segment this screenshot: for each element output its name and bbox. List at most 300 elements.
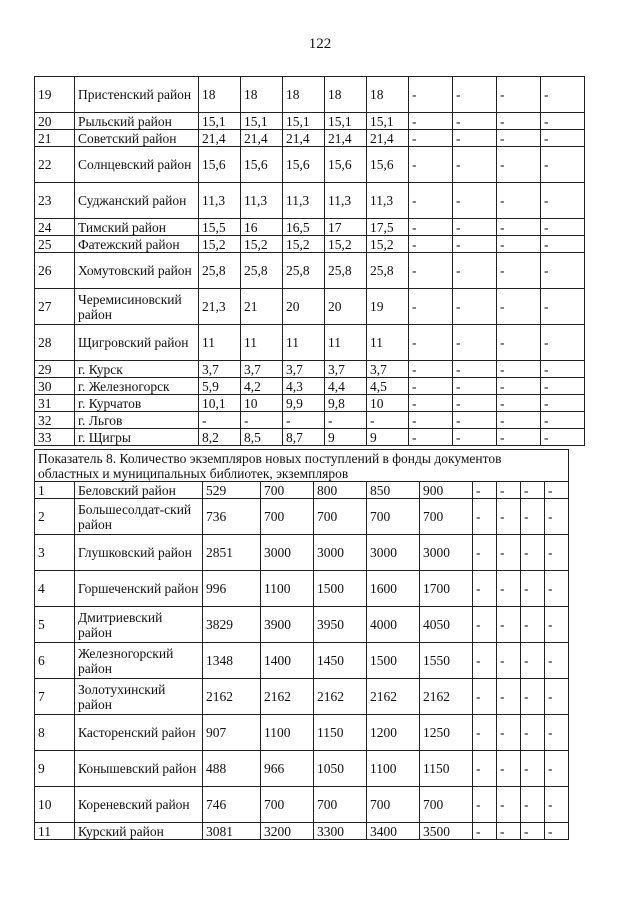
value-cell: 900 [420, 482, 473, 499]
value-cell: - [545, 715, 569, 751]
indicator-7-row [35, 378, 585, 395]
value-cell: 16 [241, 219, 283, 236]
value-cell: - [545, 679, 569, 715]
value-cell: - [453, 395, 497, 412]
value-cell: - [545, 643, 569, 679]
value-cell: - [409, 361, 453, 378]
value-cell: 700 [314, 499, 367, 535]
value-cell: - [545, 571, 569, 607]
district-name: г. Льгов [75, 412, 199, 429]
value-cell: - [521, 482, 545, 499]
value-cell: - [541, 289, 585, 325]
district-name: Щигровский район [75, 325, 199, 361]
value-cell: 800 [314, 482, 367, 499]
row-number: 32 [35, 412, 75, 429]
value-cell: 1100 [367, 751, 420, 787]
value-cell: 8,2 [199, 429, 241, 446]
value-cell: - [545, 535, 569, 571]
value-cell: - [453, 130, 497, 147]
value-cell: - [409, 289, 453, 325]
row-number: 10 [35, 787, 75, 823]
value-cell: - [409, 429, 453, 446]
value-cell: 15,2 [367, 236, 409, 253]
value-cell: - [367, 412, 409, 429]
indicator-7-row [35, 183, 585, 219]
value-cell: 3,7 [367, 361, 409, 378]
value-cell: 15,1 [241, 113, 283, 130]
value-cell: 2162 [367, 679, 420, 715]
value-cell: 21,4 [325, 130, 367, 147]
indicator-8-row [35, 571, 569, 607]
value-cell: 20 [325, 289, 367, 325]
value-cell: - [453, 325, 497, 361]
value-cell: - [409, 412, 453, 429]
value-cell: 10 [241, 395, 283, 412]
value-cell: 2162 [261, 679, 314, 715]
district-name: Кореневский район [75, 787, 203, 823]
value-cell: 3000 [261, 535, 314, 571]
value-cell: - [541, 325, 585, 361]
value-cell: 2162 [314, 679, 367, 715]
value-cell: 19 [367, 289, 409, 325]
value-cell: 11 [325, 325, 367, 361]
value-cell: - [497, 535, 521, 571]
value-cell: 3200 [261, 823, 314, 840]
value-cell: 9,8 [325, 395, 367, 412]
value-cell: - [409, 113, 453, 130]
indicator-8-row [35, 823, 569, 840]
value-cell: 3,7 [325, 361, 367, 378]
value-cell: - [473, 679, 497, 715]
value-cell: 15,1 [325, 113, 367, 130]
value-cell: - [541, 130, 585, 147]
indicator-8-row [35, 607, 569, 643]
value-cell: 11 [283, 325, 325, 361]
value-cell: 11,3 [283, 183, 325, 219]
row-number: 23 [35, 183, 75, 219]
value-cell: - [497, 823, 521, 840]
value-cell: 2162 [203, 679, 261, 715]
value-cell: - [497, 751, 521, 787]
district-name: Рыльский район [75, 113, 199, 130]
indicator-8-row [35, 643, 569, 679]
value-cell: 3400 [367, 823, 420, 840]
value-cell: - [409, 219, 453, 236]
value-cell: - [453, 236, 497, 253]
value-cell: 700 [420, 499, 473, 535]
indicator-7-row [35, 253, 585, 289]
value-cell: - [497, 130, 541, 147]
district-name: Железногорский район [75, 643, 203, 679]
value-cell: 736 [203, 499, 261, 535]
row-number: 9 [35, 751, 75, 787]
value-cell: 15,1 [283, 113, 325, 130]
row-number: 11 [35, 823, 75, 840]
row-number: 31 [35, 395, 75, 412]
district-name: Хомутовский район [75, 253, 199, 289]
indicator-7-row [35, 412, 585, 429]
value-cell: - [409, 253, 453, 289]
value-cell: 1600 [367, 571, 420, 607]
value-cell: 3000 [314, 535, 367, 571]
district-name: Солнцевский район [75, 147, 199, 183]
value-cell: 3829 [203, 607, 261, 643]
value-cell: 1150 [314, 715, 367, 751]
value-cell: - [497, 113, 541, 130]
value-cell: 15,2 [325, 236, 367, 253]
indicator-7-row [35, 395, 585, 412]
value-cell: - [541, 113, 585, 130]
value-cell: - [453, 412, 497, 429]
value-cell: 18 [283, 77, 325, 113]
row-number: 1 [35, 482, 75, 499]
value-cell: - [453, 361, 497, 378]
value-cell: 15,2 [283, 236, 325, 253]
value-cell: - [473, 751, 497, 787]
indicator-7-row [35, 147, 585, 183]
value-cell: 996 [203, 571, 261, 607]
value-cell: - [497, 289, 541, 325]
row-number: 7 [35, 679, 75, 715]
value-cell: 25,8 [283, 253, 325, 289]
indicator-8-header-row [35, 450, 569, 482]
value-cell: 700 [367, 787, 420, 823]
value-cell: 25,8 [241, 253, 283, 289]
district-name: г. Щигры [75, 429, 199, 446]
value-cell: - [473, 715, 497, 751]
value-cell: - [241, 412, 283, 429]
value-cell: - [473, 499, 497, 535]
value-cell: 488 [203, 751, 261, 787]
value-cell: 3300 [314, 823, 367, 840]
value-cell: 3,7 [241, 361, 283, 378]
value-cell: - [497, 499, 521, 535]
indicator-8-row [35, 679, 569, 715]
district-name: Советский район [75, 130, 199, 147]
value-cell: - [545, 499, 569, 535]
value-cell: 11,3 [241, 183, 283, 219]
row-number: 33 [35, 429, 75, 446]
indicator-8-row [35, 715, 569, 751]
value-cell: 3500 [420, 823, 473, 840]
row-number: 21 [35, 130, 75, 147]
value-cell: - [453, 113, 497, 130]
value-cell: 3,7 [283, 361, 325, 378]
value-cell: - [409, 147, 453, 183]
value-cell: - [409, 378, 453, 395]
value-cell: 15,6 [241, 147, 283, 183]
value-cell: 3,7 [199, 361, 241, 378]
value-cell: - [199, 412, 241, 429]
value-cell: - [497, 378, 541, 395]
row-number: 28 [35, 325, 75, 361]
value-cell: 4000 [367, 607, 420, 643]
value-cell: - [453, 429, 497, 446]
value-cell: - [541, 183, 585, 219]
value-cell: 1500 [367, 643, 420, 679]
value-cell: - [541, 147, 585, 183]
value-cell: 1200 [367, 715, 420, 751]
value-cell: - [409, 130, 453, 147]
row-number: 8 [35, 715, 75, 751]
value-cell: - [497, 715, 521, 751]
value-cell: 8,5 [241, 429, 283, 446]
value-cell: - [541, 219, 585, 236]
value-cell: 2851 [203, 535, 261, 571]
row-number: 24 [35, 219, 75, 236]
value-cell: 3950 [314, 607, 367, 643]
value-cell: 3000 [367, 535, 420, 571]
value-cell: - [497, 147, 541, 183]
value-cell: 20 [283, 289, 325, 325]
value-cell: - [453, 77, 497, 113]
district-name: г. Железногорск [75, 378, 199, 395]
indicator-8-table [34, 449, 569, 840]
value-cell: - [541, 236, 585, 253]
value-cell: - [497, 679, 521, 715]
value-cell: - [545, 787, 569, 823]
value-cell: 25,8 [325, 253, 367, 289]
indicator-7-row [35, 77, 585, 113]
value-cell: - [497, 787, 521, 823]
row-number: 29 [35, 361, 75, 378]
value-cell: 11 [367, 325, 409, 361]
value-cell: - [541, 378, 585, 395]
value-cell: 1400 [261, 643, 314, 679]
indicator-7-row [35, 361, 585, 378]
row-number: 4 [35, 571, 75, 607]
value-cell: 18 [199, 77, 241, 113]
value-cell: - [497, 607, 521, 643]
value-cell: - [497, 236, 541, 253]
value-cell: - [473, 823, 497, 840]
district-name: Конышевский район [75, 751, 203, 787]
row-number: 20 [35, 113, 75, 130]
value-cell: 15,5 [199, 219, 241, 236]
value-cell: 15,1 [199, 113, 241, 130]
district-name: Золотухинский район [75, 679, 203, 715]
value-cell: - [545, 607, 569, 643]
district-name: Беловский район [75, 482, 203, 499]
value-cell: - [541, 361, 585, 378]
value-cell: - [497, 571, 521, 607]
value-cell: - [521, 823, 545, 840]
value-cell: 11,3 [367, 183, 409, 219]
district-name: Глушковский район [75, 535, 203, 571]
value-cell: 17 [325, 219, 367, 236]
value-cell: - [497, 395, 541, 412]
value-cell: 5,9 [199, 378, 241, 395]
indicator-7-row [35, 429, 585, 446]
value-cell: - [521, 751, 545, 787]
value-cell: 700 [261, 482, 314, 499]
value-cell: 2162 [420, 679, 473, 715]
value-cell: - [497, 412, 541, 429]
indicator-8-row [35, 751, 569, 787]
value-cell: 4,4 [325, 378, 367, 395]
value-cell: 15,6 [283, 147, 325, 183]
value-cell: 21,4 [199, 130, 241, 147]
value-cell: - [521, 715, 545, 751]
value-cell: - [497, 643, 521, 679]
value-cell: 1450 [314, 643, 367, 679]
value-cell: 15,2 [199, 236, 241, 253]
value-cell: - [545, 482, 569, 499]
value-cell: - [409, 325, 453, 361]
value-cell: 21,3 [199, 289, 241, 325]
district-name: Тимский район [75, 219, 199, 236]
row-number: 3 [35, 535, 75, 571]
value-cell: 11 [241, 325, 283, 361]
value-cell: - [521, 787, 545, 823]
district-name: Большесолдат-ский район [75, 499, 203, 535]
value-cell: 3081 [203, 823, 261, 840]
value-cell: 4,5 [367, 378, 409, 395]
value-cell: 700 [314, 787, 367, 823]
value-cell: 8,7 [283, 429, 325, 446]
value-cell: 21,4 [283, 130, 325, 147]
value-cell: - [473, 571, 497, 607]
row-number: 26 [35, 253, 75, 289]
value-cell: 1100 [261, 715, 314, 751]
value-cell: - [545, 751, 569, 787]
value-cell: 9 [367, 429, 409, 446]
value-cell: 15,1 [367, 113, 409, 130]
value-cell: - [521, 571, 545, 607]
value-cell: - [545, 823, 569, 840]
value-cell: 25,8 [199, 253, 241, 289]
value-cell: 9 [325, 429, 367, 446]
value-cell: 1348 [203, 643, 261, 679]
value-cell: - [453, 253, 497, 289]
value-cell: 4,3 [283, 378, 325, 395]
indicator-7-row [35, 289, 585, 325]
value-cell: - [453, 289, 497, 325]
district-name: г. Курчатов [75, 395, 199, 412]
value-cell: - [473, 482, 497, 499]
indicator-8-title: Показатель 8. Количество экземпляров новых поступлений в фонды документов областных и муниципальных библиотек, экземпляров [35, 450, 569, 482]
row-number: 27 [35, 289, 75, 325]
value-cell: - [541, 253, 585, 289]
value-cell: - [521, 499, 545, 535]
value-cell: 3900 [261, 607, 314, 643]
value-cell: 700 [367, 499, 420, 535]
value-cell: 10 [367, 395, 409, 412]
value-cell: 1150 [420, 751, 473, 787]
value-cell: 4050 [420, 607, 473, 643]
district-name: г. Курск [75, 361, 199, 378]
indicator-8-row [35, 535, 569, 571]
value-cell: - [453, 378, 497, 395]
district-name: Черемисиновский район [75, 289, 199, 325]
district-name: Пристенский район [75, 77, 199, 113]
value-cell: 9,9 [283, 395, 325, 412]
row-number: 2 [35, 499, 75, 535]
value-cell: 1100 [261, 571, 314, 607]
district-name: Горшеченский район [75, 571, 203, 607]
value-cell: - [453, 219, 497, 236]
indicator-8-row [35, 787, 569, 823]
indicator-7-table [34, 76, 585, 446]
value-cell: 21 [241, 289, 283, 325]
value-cell: 15,2 [241, 236, 283, 253]
value-cell: 966 [261, 751, 314, 787]
value-cell: - [541, 429, 585, 446]
value-cell: 3000 [420, 535, 473, 571]
value-cell: - [453, 147, 497, 183]
value-cell: 16,5 [283, 219, 325, 236]
value-cell: 15,6 [325, 147, 367, 183]
district-name: Курский район [75, 823, 203, 840]
row-number: 22 [35, 147, 75, 183]
value-cell: - [473, 643, 497, 679]
value-cell: 4,2 [241, 378, 283, 395]
value-cell: 21,4 [241, 130, 283, 147]
value-cell: 21,4 [367, 130, 409, 147]
value-cell: - [409, 395, 453, 412]
value-cell: - [521, 679, 545, 715]
indicator-7-row [35, 236, 585, 253]
value-cell: 18 [325, 77, 367, 113]
value-cell: - [497, 183, 541, 219]
value-cell: 907 [203, 715, 261, 751]
row-number: 6 [35, 643, 75, 679]
indicator-7-row [35, 130, 585, 147]
indicator-7-row [35, 219, 585, 236]
row-number: 5 [35, 607, 75, 643]
value-cell: 10,1 [199, 395, 241, 412]
value-cell: 1250 [420, 715, 473, 751]
value-cell: 15,6 [199, 147, 241, 183]
value-cell: - [497, 325, 541, 361]
value-cell: - [497, 361, 541, 378]
page-number: 122 [308, 36, 332, 52]
value-cell: 17,5 [367, 219, 409, 236]
indicator-8-row [35, 499, 569, 535]
value-cell: 1550 [420, 643, 473, 679]
value-cell: - [541, 395, 585, 412]
value-cell: - [521, 535, 545, 571]
value-cell: 25,8 [367, 253, 409, 289]
value-cell: - [409, 236, 453, 253]
value-cell: - [325, 412, 367, 429]
value-cell: 18 [367, 77, 409, 113]
value-cell: 18 [241, 77, 283, 113]
value-cell: 850 [367, 482, 420, 499]
value-cell: - [497, 429, 541, 446]
value-cell: 700 [261, 499, 314, 535]
value-cell: - [497, 482, 521, 499]
value-cell: - [473, 535, 497, 571]
value-cell: - [473, 787, 497, 823]
value-cell: - [473, 607, 497, 643]
value-cell: - [283, 412, 325, 429]
value-cell: 11 [199, 325, 241, 361]
value-cell: - [521, 643, 545, 679]
value-cell: 11,3 [325, 183, 367, 219]
value-cell: - [497, 253, 541, 289]
value-cell: 746 [203, 787, 261, 823]
value-cell: 700 [261, 787, 314, 823]
value-cell: 700 [420, 787, 473, 823]
district-name: Касторенский район [75, 715, 203, 751]
value-cell: 1050 [314, 751, 367, 787]
value-cell: - [409, 183, 453, 219]
value-cell: 1500 [314, 571, 367, 607]
district-name: Суджанский район [75, 183, 199, 219]
row-number: 30 [35, 378, 75, 395]
value-cell: - [497, 77, 541, 113]
